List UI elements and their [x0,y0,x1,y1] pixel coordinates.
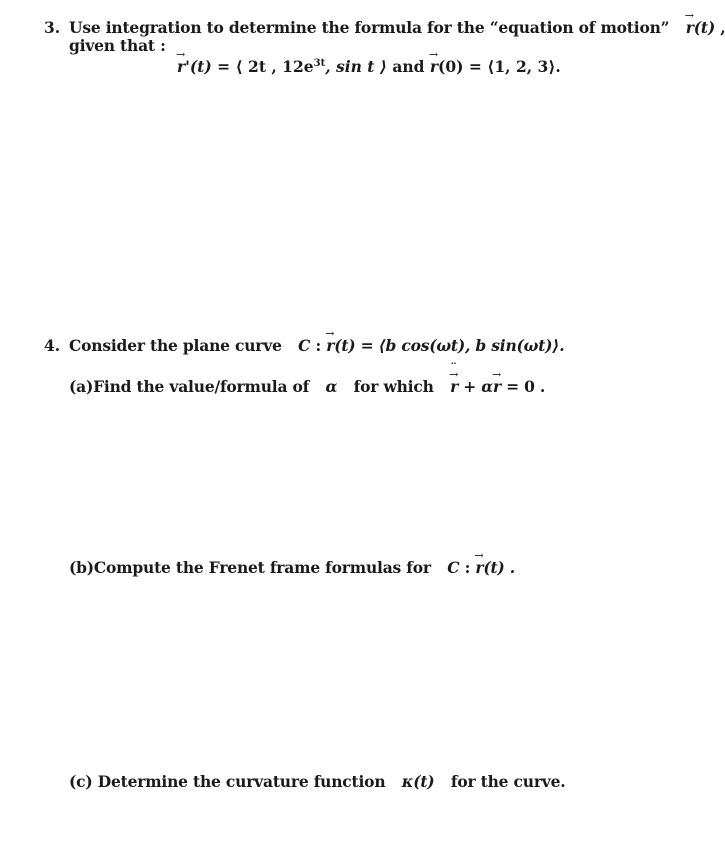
problem-3-number: 3. [44,18,61,37]
problem-3-line-1 [69,18,725,37]
problem-3-equation: → r'(t) = ⟨ 2t , $12e^{3t}$, sin t ⟩ and → r(0) = ⟨1, 2, 3⟩. [177,57,561,76]
problem-4-part-c: (c) Determine the curvature function κ(t) for the curve. [69,772,566,791]
problem-4-part-a: (a)Find the value/formula of α for which → r ¨ + α→ r = 0 . [69,377,545,396]
part-b-label: (b) [69,558,94,577]
problem-3-statement: Use integration to determine the formula for the “equation of motion” [69,18,670,37]
problem-4-number: 4. [44,336,61,355]
r-of-t: → r(t) . [475,558,515,577]
r-vector: → r(t) , [686,18,725,37]
kappa-symbol: κ(t) [401,772,435,791]
ode-expression: → r ¨ + α→ r = 0 . [450,377,545,396]
derivative-components: ⟨ 2t , $12e^{3t}$, sin t ⟩ [235,57,387,76]
problem-4-intro: Consider the plane curve C : → r(t) = ⟨b cos(ωt), b sin(ωt)⟩. [69,336,564,355]
curve-definition: → r(t) = ⟨b cos(ωt), b sin(ωt)⟩. [326,336,564,355]
part-c-label: (c) [69,772,93,791]
problem-4-part-b: (b)Compute the Frenet frame formulas for C : → r(t) . [69,558,515,577]
problem-3-line-2: given that : [69,36,166,55]
r-prime-vector: → r'(t) [177,57,212,76]
part-a-label: (a) [69,377,94,396]
initial-condition: → r(0) = ⟨1, 2, 3⟩. [430,57,561,76]
